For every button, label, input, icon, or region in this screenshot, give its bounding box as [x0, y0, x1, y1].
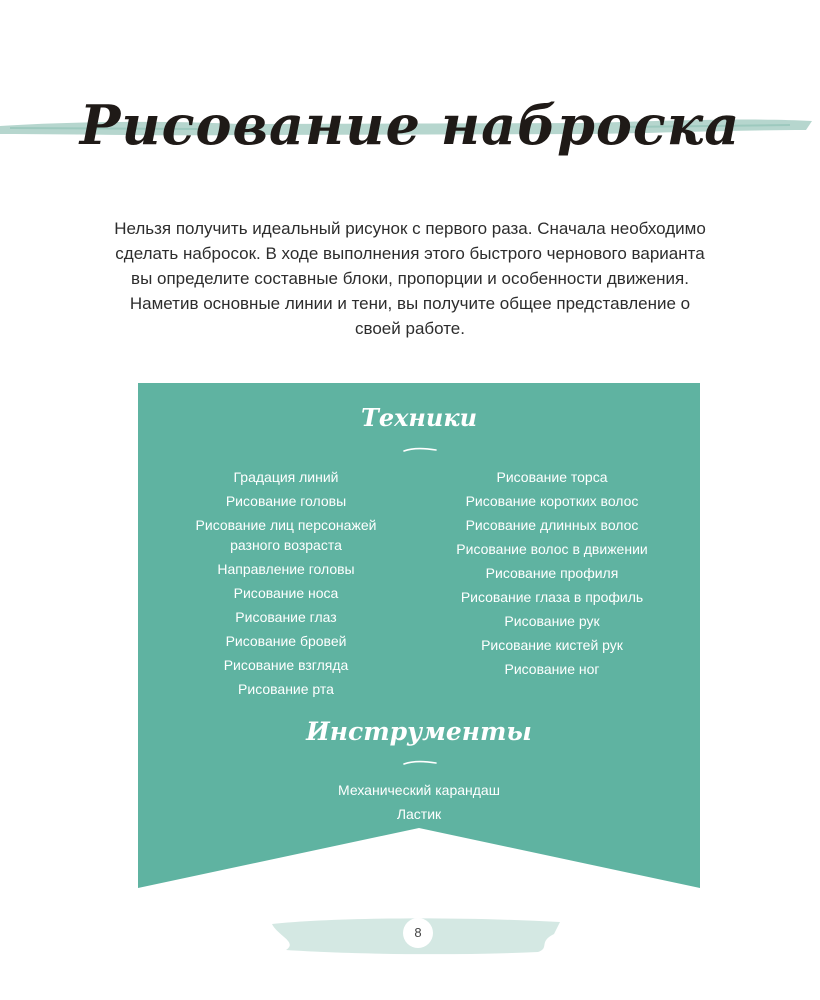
- list-item: Рисование рта: [238, 681, 334, 697]
- list-item: Рисование торса: [496, 469, 608, 485]
- list-item: Рисование носа: [233, 585, 339, 601]
- techniques-heading: Техники: [360, 403, 478, 432]
- list-item: Рисование коротких волос: [465, 493, 639, 509]
- techniques-banner: [138, 383, 700, 888]
- list-item: Рисование волос в движении: [456, 541, 648, 557]
- list-item: Ластик: [396, 806, 442, 822]
- heading-swash-divider: [402, 446, 438, 454]
- list-item: Рисование ног: [504, 661, 600, 677]
- intro-paragraph: Нельзя получить идеальный рисунок с первого раза. Сначала необходимо сделать набросок. В ходе выполнения этого быстрого чернового варианта вы определите составные блоки, пропорции и особенности движения. Наметив основные линии и тени, вы получите общее представление о своей работе.: [114, 219, 706, 338]
- tools-list: [138, 780, 700, 828]
- list-item: Градация линий: [233, 469, 339, 485]
- list-item: Рисование лиц персонажей разного возраста: [195, 517, 377, 553]
- list-item: Направление головы: [217, 561, 355, 577]
- techniques-list-right: [444, 467, 660, 683]
- techniques-list-left: [178, 467, 394, 703]
- list-item: Рисование глаз: [235, 609, 337, 625]
- list-item: Рисование профиля: [485, 565, 619, 581]
- list-item: Рисование взгляда: [223, 657, 349, 673]
- list-item: Рисование кистей рук: [481, 637, 623, 653]
- list-item: Рисование бровей: [225, 633, 347, 649]
- list-item: Механический карандаш: [338, 782, 500, 798]
- page-number: 8: [403, 918, 433, 948]
- list-item: Рисование глаза в профиль: [460, 589, 644, 605]
- list-item: Рисование рук: [504, 613, 600, 629]
- tools-heading: Инструменты: [306, 717, 532, 746]
- list-item: Рисование длинных волос: [465, 517, 639, 533]
- heading-swash-divider: [402, 759, 438, 767]
- page-title: Рисование наброска: [79, 93, 741, 157]
- list-item: Рисование головы: [225, 493, 347, 509]
